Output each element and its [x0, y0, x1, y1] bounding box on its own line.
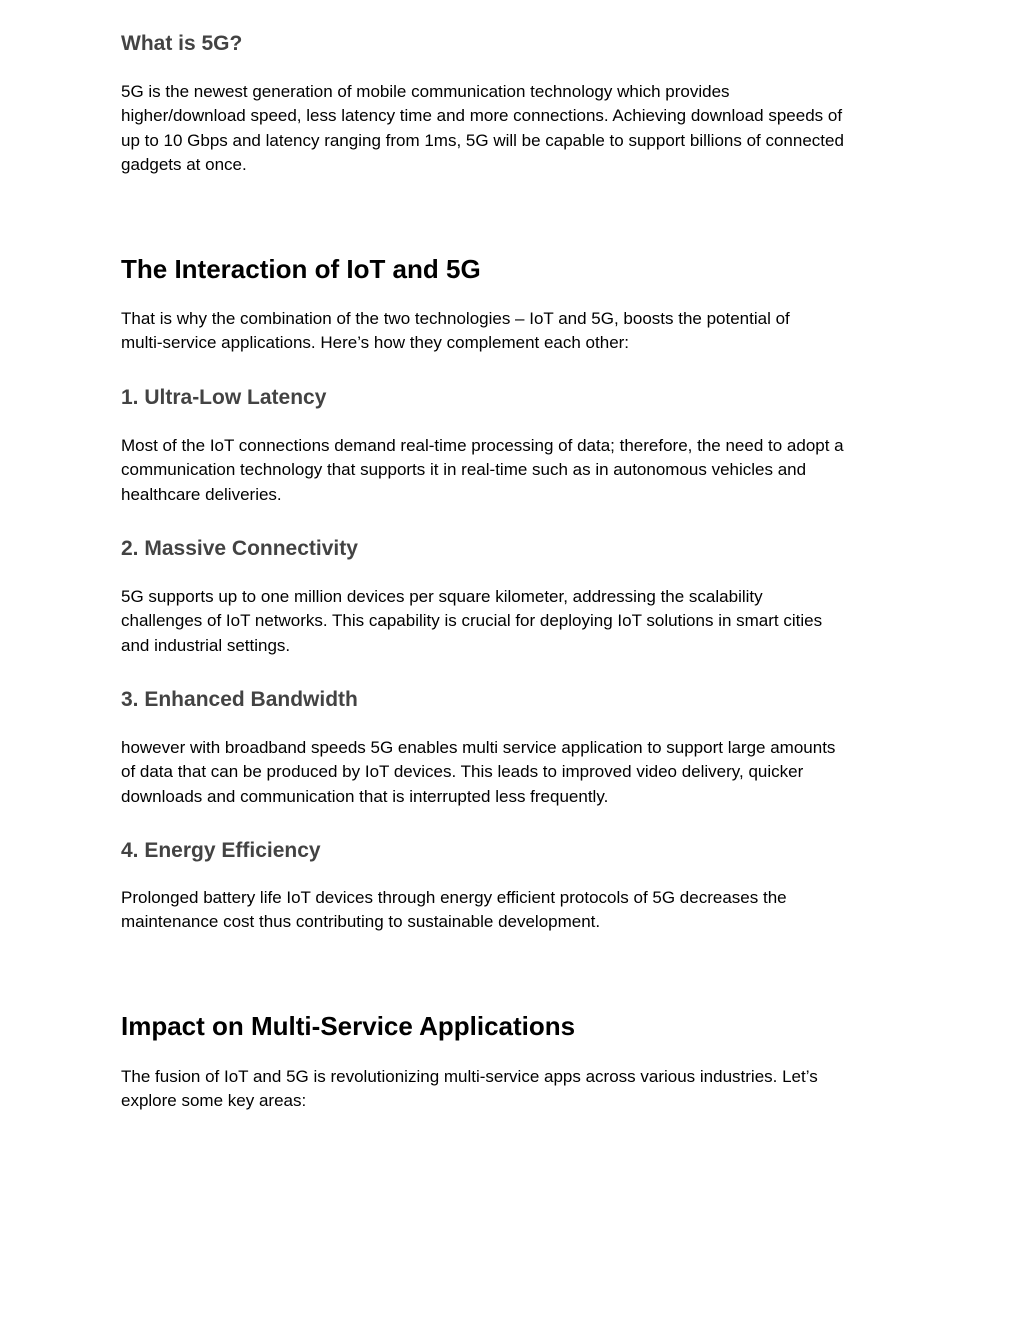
text-line: up to 10 Gbps and latency ranging from 1ms, 5G will be capable to support billions of connected — [121, 130, 844, 150]
text-line: Prolonged battery life IoT devices through energy efficient protocols of 5G decreases the — [121, 888, 787, 907]
paragraph-impact — [121, 1065, 911, 1114]
text-line: downloads and communication that is interrupted less frequently. — [121, 786, 609, 806]
text-line: maintenance cost thus contributing to sustainable development. — [121, 912, 601, 932]
text-line: higher/download speed, less latency time and more connections. Achieving download speeds of — [121, 106, 843, 126]
heading-impact: Impact on Multi-Service Applications — [121, 1011, 576, 1041]
heading-interaction: The Interaction of IoT and 5G — [121, 254, 481, 284]
text-line: healthcare deliveries. — [121, 484, 282, 504]
paragraph-interaction — [121, 307, 911, 356]
text-line: communication technology that supports it in real-time such as in autonomous vehicles and — [121, 460, 807, 480]
heading-energy-efficiency: 4. Energy Efficiency — [121, 839, 321, 862]
text-line: challenges of IoT networks. This capability is crucial for deploying IoT solutions in smart cities — [121, 611, 823, 631]
text-line: of data that can be produced by IoT devices. This leads to improved video delivery, quicker — [121, 762, 804, 782]
text-line: however with broadband speeds 5G enables multi service application to support large amounts — [121, 738, 836, 757]
text-line: 5G is the newest generation of mobile communication technology which provides — [121, 82, 730, 101]
paragraph-ultra-low-latency — [121, 434, 911, 507]
text-line: The fusion of IoT and 5G is revolutionizing multi-service apps across various industries. Let’s — [121, 1067, 818, 1086]
text-line: 5G supports up to one million devices per square kilometer, addressing the scalability — [121, 587, 763, 606]
paragraph-massive-connectivity — [121, 585, 911, 658]
heading-what-is-5g: What is 5G? — [121, 32, 243, 55]
paragraph-energy-efficiency — [121, 886, 911, 935]
text-line: gadgets at once. — [121, 155, 247, 175]
text-line: That is why the combination of the two technologies – IoT and 5G, boosts the potential of — [121, 309, 790, 328]
heading-massive-connectivity: 2. Massive Connectivity — [121, 537, 358, 560]
paragraph-enhanced-bandwidth — [121, 736, 911, 809]
text-line: and industrial settings. — [121, 635, 291, 655]
text-line: multi-service applications. Here’s how they complement each other: — [121, 333, 630, 353]
heading-ultra-low-latency: 1. Ultra-Low Latency — [121, 386, 327, 409]
paragraph-what-is-5g — [121, 80, 911, 178]
text-line: explore some key areas: — [121, 1091, 307, 1111]
text-line: Most of the IoT connections demand real-time processing of data; therefore, the need to adopt a — [121, 436, 844, 455]
heading-enhanced-bandwidth: 3. Enhanced Bandwidth — [121, 688, 358, 711]
